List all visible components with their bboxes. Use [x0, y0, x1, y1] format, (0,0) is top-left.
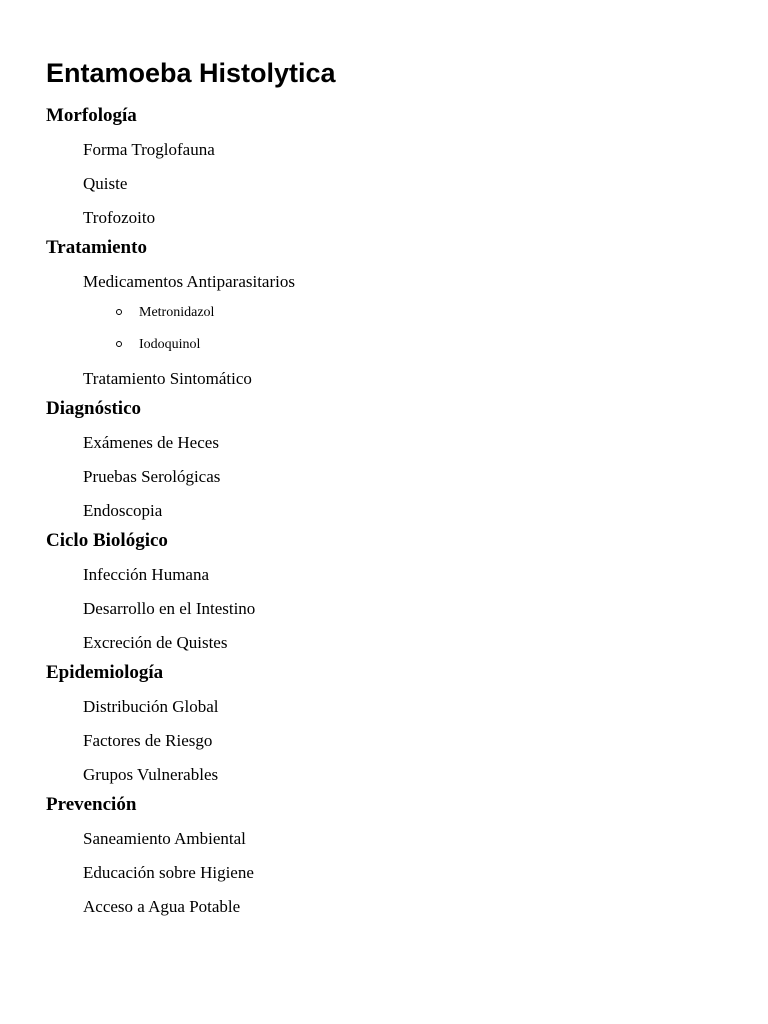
- list-item-label: Quiste: [83, 174, 128, 193]
- section-heading: Epidemiología: [46, 662, 164, 683]
- list-item: [0, 492, 768, 526]
- outline-section: [0, 101, 768, 233]
- list-item: [0, 424, 768, 458]
- sub-list-item-label: Iodoquinol: [139, 336, 201, 352]
- outline-section: [0, 526, 768, 658]
- sub-list-item: [0, 329, 768, 361]
- list-item-label: Desarrollo en el Intestino: [83, 599, 256, 618]
- list-item-label: Grupos Vulnerables: [83, 765, 219, 784]
- list-item-label: Exámenes de Heces: [83, 433, 219, 452]
- outline-section: [0, 658, 768, 790]
- outline-section: [0, 233, 768, 394]
- list-item: [0, 165, 768, 199]
- list-item-label: Excreción de Quistes: [83, 633, 228, 652]
- list-item: [0, 199, 768, 233]
- list-item: [0, 624, 768, 658]
- list-item: [0, 263, 768, 360]
- sub-list-item-label: Metronidazol: [139, 305, 215, 320]
- list-item-label: Acceso a Agua Potable: [83, 897, 241, 916]
- list-item: [0, 820, 768, 854]
- list-item: [0, 360, 768, 394]
- list-item: [0, 458, 768, 492]
- section-item-list: [0, 820, 768, 922]
- list-item: [0, 131, 768, 165]
- list-item-label: Educación sobre Higiene: [83, 863, 254, 882]
- section-item-list: [0, 556, 768, 658]
- outline-section: [0, 790, 768, 922]
- list-item: [0, 590, 768, 624]
- section-heading: Tratamiento: [46, 237, 147, 258]
- section-heading: Diagnóstico: [46, 398, 141, 419]
- list-item-label: Factores de Riesgo: [83, 731, 213, 750]
- section-heading: Ciclo Biológico: [46, 530, 168, 551]
- section-item-list: [0, 263, 768, 394]
- list-item: [0, 722, 768, 756]
- list-item-label: Trofozoito: [83, 208, 156, 227]
- section-heading: Prevención: [46, 794, 137, 815]
- list-item: [0, 756, 768, 790]
- outline-section: [0, 394, 768, 526]
- list-item: [0, 888, 768, 922]
- list-item-label: Saneamiento Ambiental: [83, 829, 246, 848]
- list-item-label: Forma Troglofauna: [83, 140, 215, 159]
- list-item-label: Tratamiento Sintomático: [83, 369, 252, 388]
- section-item-list: [0, 688, 768, 790]
- section-item-list: [0, 131, 768, 233]
- list-item: [0, 854, 768, 888]
- list-item-label: Endoscopia: [83, 501, 163, 520]
- section-heading: Morfología: [46, 105, 137, 126]
- list-item: [0, 556, 768, 590]
- list-item-label: Pruebas Serológicas: [83, 467, 221, 486]
- list-item-label: Infección Humana: [83, 565, 210, 584]
- sub-list-item: [0, 297, 768, 329]
- list-item: [0, 688, 768, 722]
- list-item-label: Distribución Global: [83, 697, 219, 716]
- circle-bullet-icon: [116, 309, 122, 315]
- section-item-list: [0, 424, 768, 526]
- sub-item-list: [0, 297, 768, 360]
- outline-sections: [0, 101, 768, 922]
- circle-bullet-icon: [116, 341, 122, 347]
- document-title: Entamoeba Histolytica: [46, 58, 336, 88]
- list-item-label: Medicamentos Antiparasitarios: [83, 272, 295, 291]
